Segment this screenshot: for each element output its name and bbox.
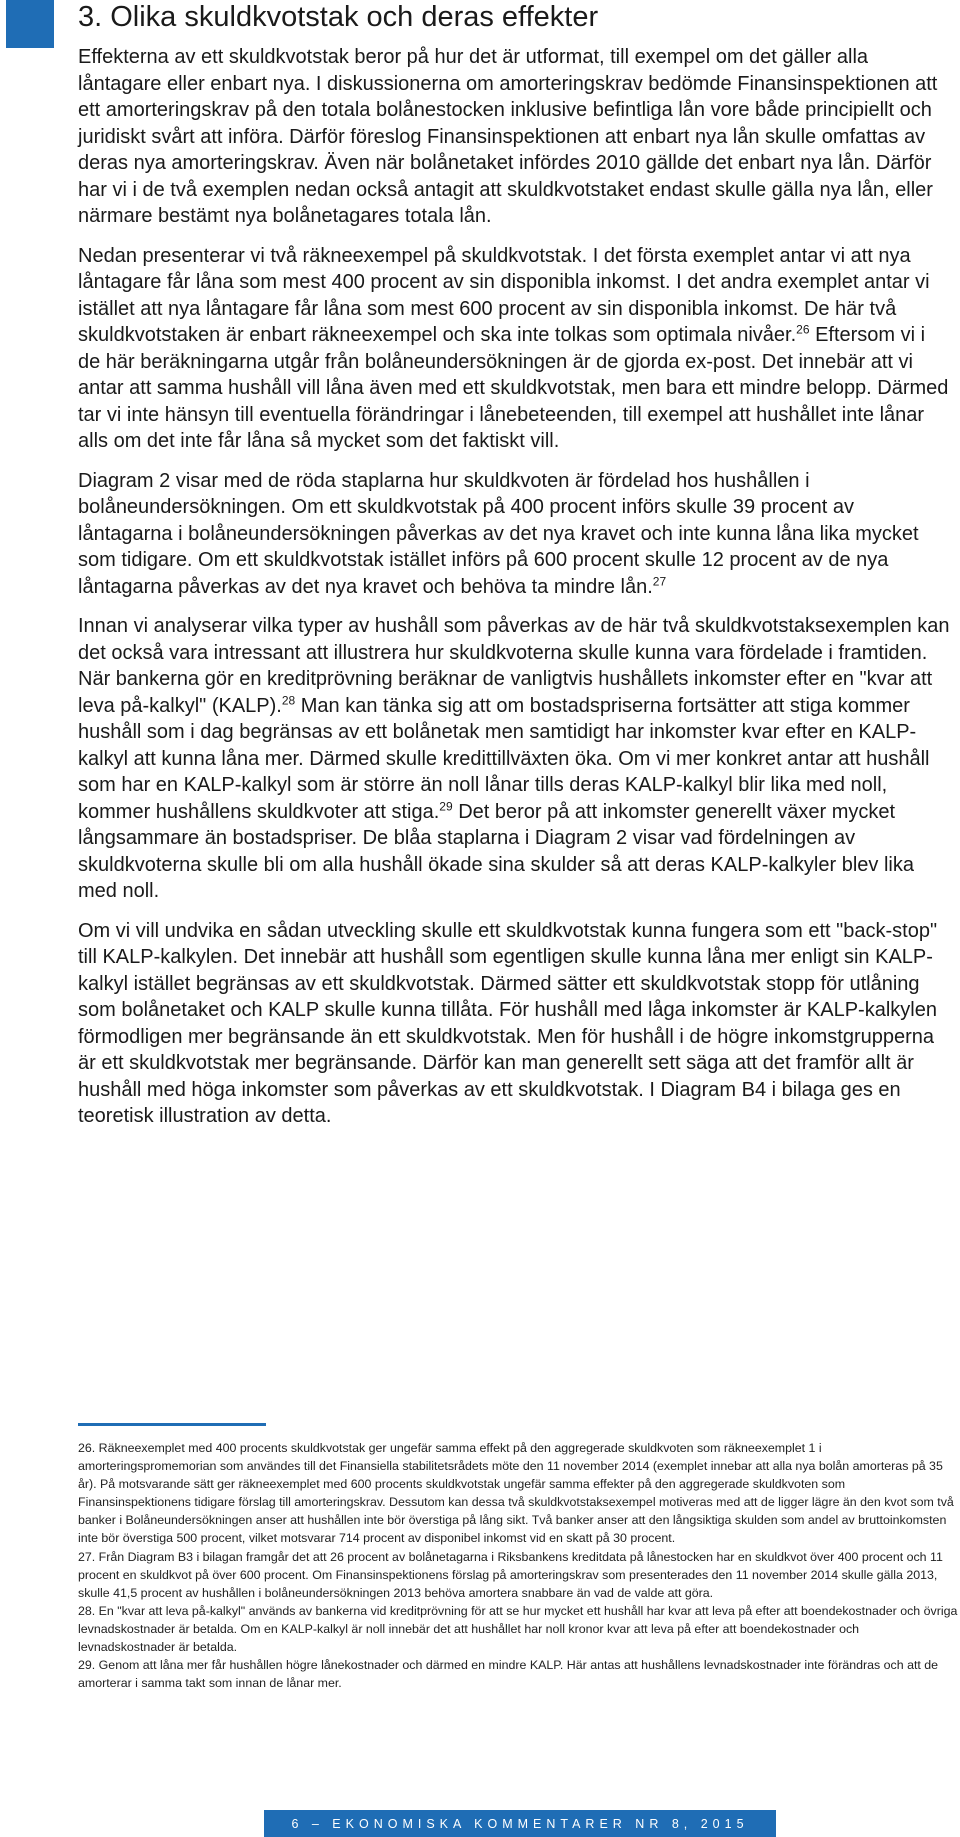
page-footer bbox=[264, 1810, 776, 1837]
footnote-26: 26. Räkneexemplet med 400 procents skuldkvotstak ger ungefär samma effekt på den aggregerade skuldkvoten som räkneexemplet 1 i amorteringspromemorian som användes till det Finansiella stabilitetsrådets möte den 11 november 2014 (exemplet innebar att alla nya bolån amorteras på 35 år). På motsvarande sätt ger räkneexemplet med 600 procents skuldkvotstak ungefär samma effekter på den aggregerade skuldkvoten som Finansinspektionens tidigare förslag till amorteringskrav. Dessutom kan dessa två skuldkvotstaksexempel motiveras med att de ligger lägre än den kvot som två banker i Bolåneundersökningen anser att hushållen inte bör överstiga på lång sikt. Två banker anser att den långsiktiga skulden som andel av bruttoinkomsten inte bör överstiga 500 procent, vilket motsvarar 714 procent av disponibel inkomst vid en skatt på 30 procent. bbox=[78, 1441, 954, 1546]
footnote-29: 29. Genom att låna mer får hushållen högre lånekostnader och därmed en mindre KALP. Här antas att hushållens levnadskostnader inte förändras och att de amorterar i samma takt som innan de lånar mer. bbox=[78, 1658, 939, 1691]
paragraph-4: Innan vi analyserar vilka typer av hushåll som påverkas av de här två skuldkvotstaksexemplen kan det också vara intressant att illustrera hur skuldkvoterna skulle kunna vara fördelade i framtiden. När bankerna gör en kreditprövning beräknar de vanligtvis hushållets inkomster efter en "kvar att leva på-kalkyl" (KALP).$^{28}$ Man kan tänka sig att om bostadspriserna fortsätter att stiga kommer hushåll som i dag begränsas av ett bolånetak men samtidigt har inkomster kvar efter en KALP-kalkyl att kunna låna mer. Därmed skulle kredittillväxten öka. Om vi mer konkret antar att hushåll som har en KALP-kalkyl som är större än noll lånar tills deras KALP-kalkyl blir lika med noll, kommer hushållens skuldkvoter att stiga.$^{29}$ Det beror på att inkomster generellt växer mycket långsammare än bostadspriser. De blåa staplarna i Diagram 2 visar vad fördelningen av skuldkvoterna skulle bli om alla hushåll ökade sina skulder så att deras KALP-kalkyler blev lika med noll. bbox=[78, 615, 950, 902]
paragraph-2: Nedan presenterar vi två räkneexempel på skuldkvotstak. I det första exemplet antar vi att nya låntagare får låna som mest 400 procent av sin disponibla inkomst. I det andra exemplet antar vi istället att nya låntagare får låna som mest 600 procent av sin disponibla inkomst. De här två skuldkvotstaken är enbart räkneexempel och ska inte tolkas som optimala nivåer.$^{26}$ Eftersom vi i de här beräkningarna utgår från bolåneundersökningen är de gjorda ex-post. Det innebär att vi antar att samma hushåll vill låna även med ett skuldkvotstak, men bara ett mindre belopp. Därmed tar vi inte hänsyn till eventuella förändringar i lånebeteenden, till exempel att hushållet inte lånar alls om det inte får låna så mycket som det faktiskt vill. bbox=[78, 244, 949, 452]
paragraph-3: Diagram 2 visar med de röda staplarna hur skuldkvoten är fördelad hos hushållen i bolåneundersökningen. Om ett skuldkvotstak på 400 procent införs skulle 39 procent av låntagarna i bolåneundersökningen påverkas av det nya kravet och inte kunna låna lika mycket som tidigare. Om ett skuldkvotstak istället införs på 600 procent skulle 12 procent av de nya låntagarna påverkas av det nya kravet och behöva ta mindre lån.$^{27}$ bbox=[78, 469, 919, 598]
footnote-ref-27[interactable]: 27 bbox=[652, 573, 667, 588]
paragraph-1: Effekterna av ett skuldkvotstak beror på hur det är utformat, till exempel om det gäller alla låntagare eller enbart nya. I diskussionerna om amorteringskrav bedömde Finansinspektionen att ett amorteringskrav på den totala bolånestocken inklusive befintliga lån vore både principiellt och juridiskt svårt att införa. Därför föreslog Finansinspektionen att enbart nya lån skulle omfattas av deras nya amorteringskrav. Även när bolånetaket infördes 2010 gällde det enbart nya lån. Därför har vi i de två exemplen nedan också antagit att skuldkvotstaket endast skulle gälla nya lån, eller närmare bestämt nya bolånetagares totala lån. bbox=[78, 46, 938, 227]
footnote-ref-26[interactable]: 26 bbox=[796, 322, 810, 337]
paragraph-5: Om vi vill undvika en sådan utveckling skulle ett skuldkvotstak kunna fungera som ett "back-stop" till KALP-kalkylen. Det innebär att hushåll som egentligen skulle kunna låna mer enligt sin KALP-kalkyl istället begränsas av ett skuldkvotstak. Därmed sätter ett skuldkvotstak stopp för utlåning som bolånetaket och KALP skulle kunna tillåta. För hushåll med låga inkomster är KALP-kalkylen förmodligen mer begränsande än ett skuldkvotstak. Men för hushåll i de högre inkomstgrupperna är ett skuldkvotstak mer begränsande. Därför kan man generellt sett säga att det framför allt är hushåll med höga inkomster som påverkas av ett skuldkvotstak. I Diagram B4 i bilaga ges en teoretisk illustration av detta. bbox=[78, 919, 938, 1127]
footer-text: 6 – EKONOMISKA KOMMENTARER NR 8, 2015 bbox=[291, 1816, 749, 1831]
footnote-ref-28[interactable]: 28 bbox=[281, 692, 296, 707]
body-text bbox=[78, 44, 950, 1143]
footnote-27: 27. Från Diagram B3 i bilagan framgår det att 26 procent av bolånetagarna i Riksbankens kreditdata på lånestocken har en skuldkvot över 400 procent och 11 procent en skuldkvot på över 600 procent. Om Finansinspektionens förslag på amorteringskrav som presenterades den 11 november 2014 skulle gälla 2013, skulle 41,5 procent av hushållen i bolåneundersökningen 2013 behöva amortera snabbare än vad de valde att göra. bbox=[78, 1549, 943, 1600]
footnote-divider bbox=[78, 1423, 266, 1426]
footnotes bbox=[78, 1439, 958, 1692]
section-heading: 3. Olika skuldkvotstak och deras effekter bbox=[78, 1, 599, 33]
section-marker-square bbox=[6, 0, 54, 48]
footnote-ref-29[interactable]: 29 bbox=[439, 798, 453, 813]
footnote-28: 28. En "kvar att leva på-kalkyl" används av bankerna vid kreditprövning för att se hur mycket ett hushåll har kvar att leva på efter att boendekostnader och övriga levnadskostnader är betalda. Om en KALP-kalkyl är noll innebär det att hushållet har noll kronor kvar att leva på efter att boendekostnader och levnadskostnader är betalda. bbox=[78, 1603, 958, 1655]
